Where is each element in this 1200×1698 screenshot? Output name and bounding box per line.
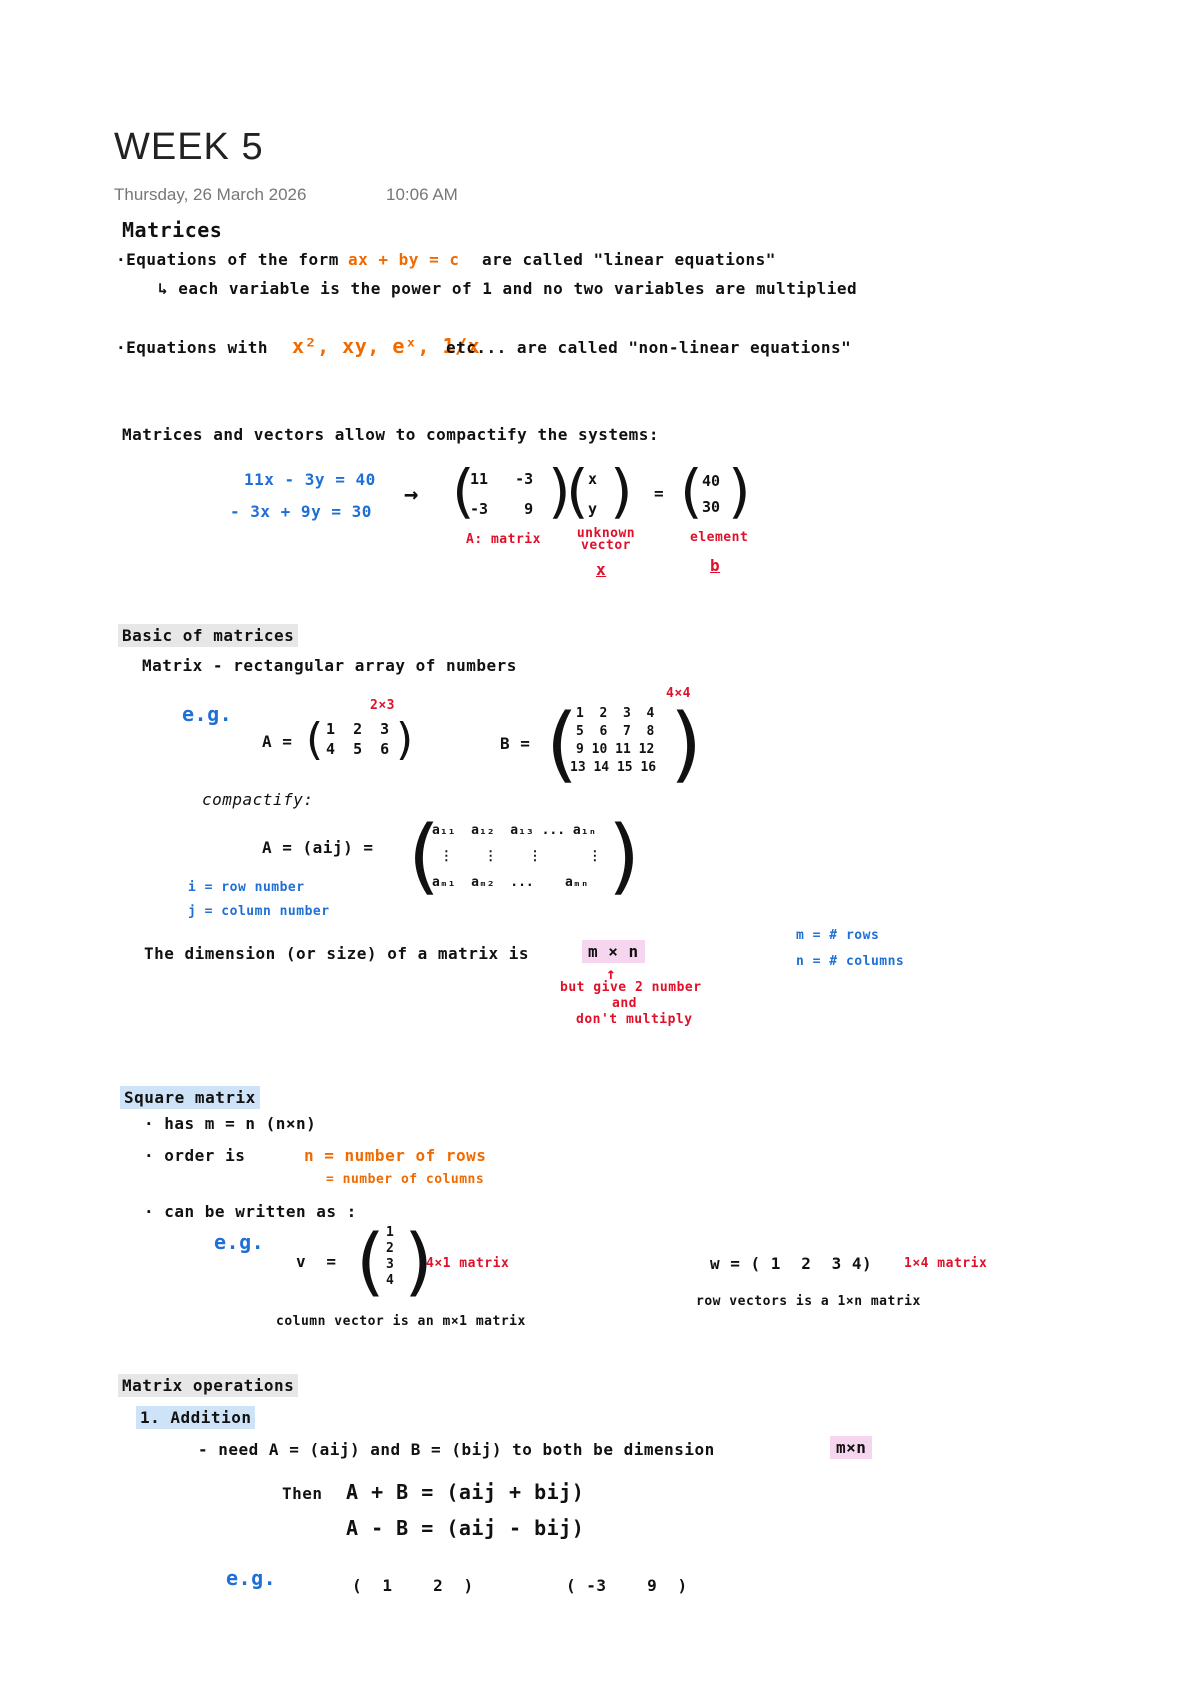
matrix-b-left-paren: ( [546,697,578,792]
heading-basic-of-matrices: Basic of matrices [118,624,298,647]
arrow: → [404,480,419,508]
eg-label-2: e.g. [214,1230,265,1254]
m-definition: m = # rows [796,928,880,943]
vector-v-row-2: 2 [386,1241,394,1256]
vector-w-dimension: 1×4 matrix [904,1256,988,1271]
j-definition: j = column number [188,904,330,919]
order-line-1: n = number of rows [304,1146,487,1165]
general-matrix-left-paren: ( [408,809,440,904]
coef-matrix-row-2: -3 9 [470,500,534,518]
coef-matrix-right-paren: ) [548,457,571,525]
but-note-3: don't multiply [576,1012,693,1027]
label-a-matrix: A: matrix [466,532,541,547]
matrix-b-row-4: 13 14 15 16 [570,760,657,775]
then-label: Then [282,1484,323,1503]
vector-v-row-3: 3 [386,1257,394,1272]
but-note-1: but give 2 number [560,980,702,995]
matrix-b-row-2: 5 6 7 8 [576,724,655,739]
general-matrix-row-1: a₁₁ a₁₂ a₁₃ ... a₁ₙ [432,823,597,838]
dimension-mxn: m × n [582,940,645,963]
matrix-a-dimension: 2×3 [370,698,395,713]
page-title: WEEK 5 [114,126,264,168]
page-date: Thursday, 26 March 2026 [114,185,307,204]
nonlinear-terms: x², xy, eˣ, 1/x [292,334,481,358]
order-line-2: = number of columns [326,1172,485,1187]
rhs-left-paren: ( [680,457,703,525]
matrix-a-left-paren: ( [306,714,324,765]
coef-matrix-left-paren: ( [452,457,475,525]
label-unknown-vector: unknown vector [576,526,636,553]
matrix-a-row-2: 4 5 6 [326,740,390,758]
matrix-b-right-paren: ) [670,697,702,792]
matrix-b-dimension: 4×4 [666,686,691,701]
linear-suffix: are called "linear equations" [482,250,776,269]
example-matrix-partial-2: ( -3 9 ) [566,1576,688,1595]
system-equation-2: - 3x + 9y = 30 [230,502,372,521]
rhs-row-1: 40 [702,472,721,490]
linear-prefix: ·Equations of the form [116,250,339,269]
vector-v-dimension: 4×1 matrix [426,1256,510,1271]
dimension-line: The dimension (or size) of a matrix is [144,944,530,963]
n-definition: n = # columns [796,954,905,969]
linear-equation: ax + by = c [348,250,460,269]
coef-matrix-row-1: 11 -3 [470,470,534,488]
system-equation-1: 11x - 3y = 40 [244,470,376,489]
square-bullet-1: · has m = n (n×n) [144,1114,317,1133]
matrix-definition: Matrix - rectangular array of numbers [142,656,517,675]
row-vector-note: row vectors is a 1×n matrix [696,1294,921,1309]
matrix-a-label: A = [262,732,293,751]
i-definition: i = row number [188,880,305,895]
eg-label-3: e.g. [226,1566,277,1590]
rhs-row-2: 30 [702,498,721,516]
vector-v-row-4: 4 [386,1273,394,1288]
equals-sign: = [654,484,665,503]
eg-label-1: e.g. [182,702,233,726]
vector-v-right-paren: ) [404,1219,433,1305]
label-b-vector: b [710,556,721,575]
heading-matrices: Matrices [122,218,223,242]
addition-requirement: - need A = (aij) and B = (bij) to both be dimension [198,1440,715,1459]
var-vector-row-1: x [588,470,598,488]
nonlinear-suffix: etc... are called "non-linear equations" [446,338,852,357]
var-vector-left-paren: ( [566,457,589,525]
compactify-label: compactify: [202,790,314,809]
general-matrix-right-paren: ) [608,809,640,904]
var-vector-row-2: y [588,500,598,518]
vector-w: w = ( 1 2 3 4) [710,1254,873,1273]
dimension-arrow: ↑ [606,964,617,983]
aij-label: A = (aij) = [262,838,374,857]
sum-formula: A + B = (aij + bij) [346,1480,585,1504]
linear-subnote: ↳ each variable is the power of 1 and no two variables are multiplied [158,279,858,298]
general-matrix-row-3: aₘ₁ aₘ₂ ... aₘₙ [432,875,589,890]
general-matrix-row-2: ⋮ ⋮ ⋮ ⋮ [432,849,602,864]
but-note-2: and [612,996,637,1011]
label-x-vector: x [596,560,607,579]
heading-matrix-operations: Matrix operations [118,1374,298,1397]
page-time: 10:06 AM [386,185,458,204]
vector-v-row-1: 1 [386,1225,394,1240]
matrix-a-row-1: 1 2 3 [326,720,390,738]
column-vector-note: column vector is an m×1 matrix [276,1314,526,1329]
heading-square-matrix: Square matrix [120,1086,260,1109]
matrix-b-row-3: 9 10 11 12 [576,742,655,757]
matrix-a-right-paren: ) [396,714,414,765]
rhs-right-paren: ) [728,457,751,525]
matrix-b-row-1: 1 2 3 4 [576,706,655,721]
square-bullet-2: · order is [144,1146,246,1165]
matrix-b-label: B = [500,734,531,753]
operation-addition: 1. Addition [136,1406,255,1429]
vector-v-left-paren: ( [356,1219,385,1305]
label-element: element [690,530,749,545]
example-matrix-partial-1: ( 1 2 ) [352,1576,474,1595]
difference-formula: A - B = (aij - bij) [346,1516,585,1540]
addition-mxn: m×n [830,1436,872,1459]
nonlinear-prefix: ·Equations with [116,338,268,357]
var-vector-right-paren: ) [610,457,633,525]
compactify-line: Matrices and vectors allow to compactify the systems: [122,425,660,444]
vector-v-label: v = [296,1252,337,1271]
square-bullet-3: · can be written as : [144,1202,357,1221]
